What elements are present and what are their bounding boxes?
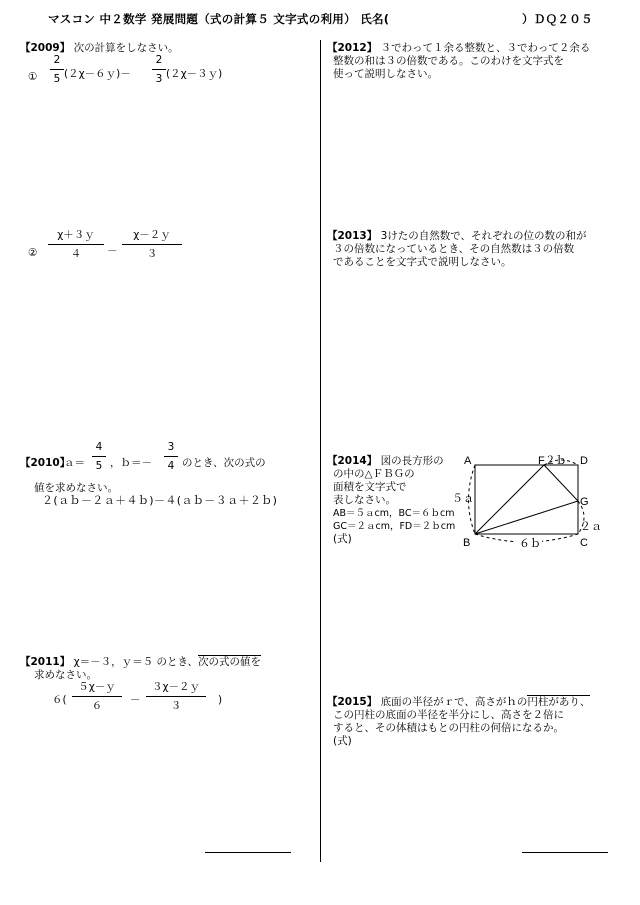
- fraction-bar: [146, 696, 206, 697]
- rectangle-figure: [440, 450, 610, 552]
- label-ab-length: ５ａ: [452, 493, 474, 505]
- problem-2011-operator: －: [130, 694, 141, 706]
- problem-2010-a-fraction: [92, 440, 106, 473]
- problem-2015-line2: この円柱の底面の半径を半分にし、高さを２倍に: [333, 709, 564, 721]
- problem-2015-text1a: 底面の半径がｒで、高さがｈの: [380, 696, 528, 708]
- problem-2011-fraction2: [146, 680, 206, 713]
- fraction-denominator: ６: [91, 700, 103, 712]
- problem-2014-line3: 面積を文字式で: [333, 481, 407, 493]
- problem-2011-close: ): [218, 694, 223, 706]
- fraction-numerator: χ＋３ｙ: [57, 229, 95, 241]
- problem-2009-q1-fraction1: [50, 53, 64, 86]
- problem-2015-line4: (式): [333, 735, 352, 747]
- answer-line-right: [522, 852, 608, 853]
- fraction-bar: [72, 696, 122, 697]
- fraction-denominator: 5: [95, 460, 103, 472]
- answer-line-left: [205, 852, 291, 853]
- problem-2011-line2: 求めなさい。: [34, 669, 97, 681]
- problem-2009-text: 次の計算をしなさい。: [73, 42, 179, 54]
- column-divider: [320, 40, 321, 862]
- problem-2014-line6: GC＝２ａcm，FD＝２ｂcm: [333, 521, 456, 532]
- fraction-numerator: ５χ－ｙ: [78, 681, 116, 693]
- fraction-numerator: 4: [95, 441, 103, 453]
- fraction-denominator: ４: [70, 248, 82, 260]
- problem-2010-b-lead: ，ｂ＝－: [110, 457, 152, 469]
- problem-2010-tag: 【2010】: [20, 457, 71, 469]
- problem-2009-q2-mark: ②: [28, 247, 38, 259]
- fraction-numerator: 2: [155, 54, 163, 66]
- label-c: C: [580, 537, 588, 549]
- problem-2015-tag: 【2015】: [327, 696, 378, 708]
- problem-2015-line1: [327, 696, 590, 709]
- label-bc-length: ６ｂ: [519, 538, 541, 550]
- fraction-bar: [92, 456, 106, 457]
- problem-2012-line3: 使って説明しなさい。: [333, 68, 438, 80]
- fraction-numerator: 2: [53, 54, 61, 66]
- problem-2009-q2-operator: －: [107, 245, 118, 257]
- problem-2015-line3: すると、その体積はもとの円柱の何倍になるか。: [333, 722, 564, 734]
- problem-2011-tag: 【2011】: [20, 656, 71, 668]
- problem-2009-q1-fraction2: [152, 53, 166, 86]
- triangle-fbg: [475, 465, 578, 534]
- problem-2010-expression: ２(ａｂ－２ａ＋４ｂ)－４(ａｂ－３ａ＋２ｂ): [42, 494, 278, 507]
- label-b: B: [463, 537, 471, 549]
- problem-2013-text1: 3けたの自然数で、それぞれの位の数の和が: [380, 230, 587, 242]
- problem-2014-line2: の中の△ＦＢＧの: [333, 468, 415, 480]
- fraction-denominator: 5: [53, 73, 61, 85]
- problem-2010-tail: のとき、次の式の: [182, 457, 266, 469]
- problem-2009-q2-fraction1: [48, 228, 104, 261]
- fraction-bar: [152, 69, 166, 70]
- fraction-denominator: 3: [155, 73, 163, 85]
- fraction-denominator: ３: [146, 248, 158, 260]
- fraction-bar: [48, 244, 104, 245]
- problem-2010-line2: 値を求めなさい。: [34, 482, 118, 494]
- problem-2011-line1: χ＝－３，ｙ＝５ のとき、: [73, 656, 199, 668]
- page-title: マスコン 中２数学 発展問題（式の計算５ 文字式の利用） 氏名(: [48, 12, 390, 26]
- problem-2014-line4: 表しなさい。: [333, 494, 396, 506]
- problem-2015-text1b: 円柱があり、: [527, 696, 591, 708]
- problem-2014-line5: AB＝５ａcm，BC＝６ｂcm: [333, 508, 455, 519]
- problem-2012-line2: 整数の和は３の倍数である。このわけを文字式を: [333, 55, 564, 67]
- fraction-denominator: 4: [167, 460, 175, 472]
- problem-2012-tag: 【2012】: [327, 42, 378, 54]
- problem-2011-heading: [20, 656, 261, 669]
- problem-2010-b-fraction: [164, 440, 178, 473]
- label-d: D: [580, 455, 588, 467]
- fraction-denominator: ３: [170, 700, 182, 712]
- problem-2009-tag: 【2009】: [20, 42, 71, 54]
- fraction-bar: [50, 69, 64, 70]
- label-a: A: [464, 455, 472, 467]
- fraction-numerator: 3: [167, 441, 175, 453]
- fraction-bar: [122, 244, 182, 245]
- problem-2013-tag: 【2013】: [327, 230, 378, 242]
- problem-2009-q2-fraction2: [122, 228, 182, 261]
- problem-2009-q1-mid: (２χ－６ｙ)－: [64, 68, 131, 80]
- problem-2009-q1-tail: (２χ－３ｙ): [166, 68, 223, 80]
- problem-2013-line1: [327, 230, 587, 243]
- fraction-numerator: χ－２ｙ: [133, 229, 171, 241]
- label-g: G: [580, 496, 589, 508]
- problem-2011-line1-overlined: 次の式の値を: [198, 656, 262, 668]
- problem-2013-line3: であることを文字式で説明しなさい。: [333, 256, 512, 268]
- fraction-numerator: ３χ－２ｙ: [151, 681, 201, 693]
- problem-2014-text1: 図の長方形の: [380, 455, 444, 467]
- fraction-bar: [164, 456, 178, 457]
- document-code: ）ＤＱ２０５: [522, 12, 593, 26]
- problem-2012-text1: ３でわって１余る整数と、３でわって２余る: [380, 42, 591, 54]
- problem-2014-line7: (式): [333, 533, 352, 545]
- problem-2014-tag: 【2014】: [327, 455, 378, 467]
- problem-2013-line2: ３の倍数になっているとき、その自然数は３の倍数: [333, 243, 575, 255]
- problem-2009-q1-mark: ①: [28, 71, 38, 83]
- problem-2014-line1: [327, 455, 444, 468]
- problem-2011-lead: ６(: [52, 694, 67, 706]
- problem-2011-fraction1: [72, 680, 122, 713]
- problem-2010-a-lead: ａ＝: [64, 457, 85, 469]
- rectangle-abcd: [475, 465, 578, 534]
- label-f-2b: F２ｂ: [538, 455, 567, 467]
- label-gc-length: ２ａ: [580, 521, 602, 533]
- problem-2012-line1: [327, 42, 590, 55]
